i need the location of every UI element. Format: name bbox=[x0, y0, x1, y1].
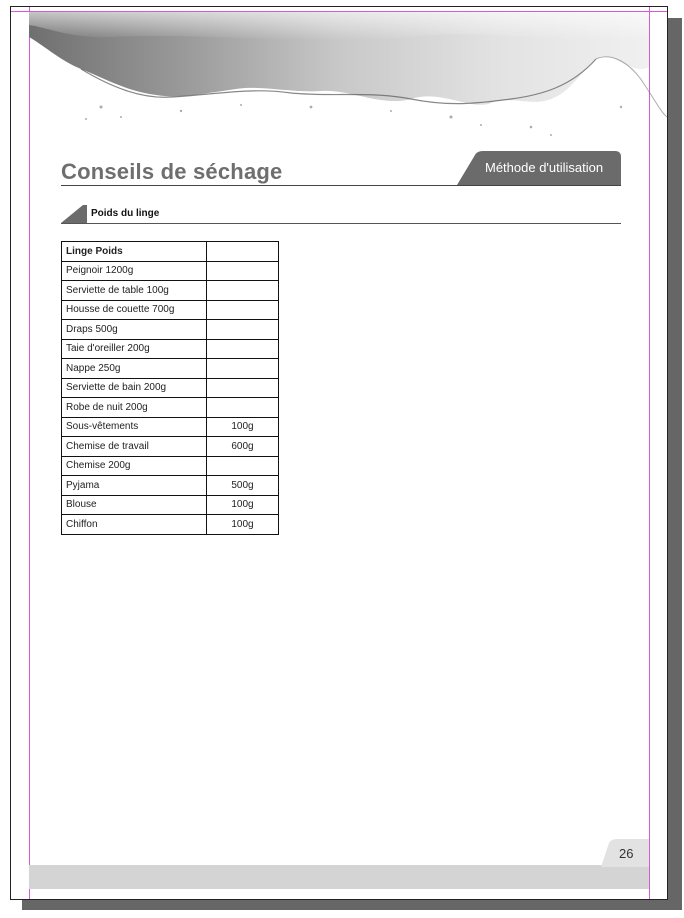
item-cell: Peignoir 1200g bbox=[62, 261, 207, 281]
table-row bbox=[62, 456, 279, 476]
weight-cell bbox=[207, 300, 279, 320]
item-cell: Serviette de bain 200g bbox=[62, 378, 207, 398]
weight-cell bbox=[207, 456, 279, 476]
weight-cell: 100g bbox=[207, 495, 279, 515]
weight-cell: 100g bbox=[207, 417, 279, 437]
section-title: Poids du linge bbox=[91, 208, 160, 219]
weight-cell bbox=[207, 320, 279, 340]
section-heading bbox=[61, 205, 621, 225]
weight-cell bbox=[207, 339, 279, 359]
item-cell: Chiffon bbox=[62, 515, 207, 535]
item-cell: Draps 500g bbox=[62, 320, 207, 340]
footer-bar bbox=[29, 865, 649, 889]
table-row bbox=[62, 339, 279, 359]
triangle-marker-icon bbox=[61, 205, 87, 223]
item-cell: Nappe 250g bbox=[62, 359, 207, 379]
table-row bbox=[62, 300, 279, 320]
page-title: Conseils de séchage bbox=[61, 159, 283, 184]
item-cell: Blouse bbox=[62, 495, 207, 515]
item-cell: Chemise de travail bbox=[62, 437, 207, 457]
table-row bbox=[62, 359, 279, 379]
table-row bbox=[62, 281, 279, 301]
table-header-row bbox=[62, 242, 279, 262]
table-row bbox=[62, 495, 279, 515]
section-rule bbox=[61, 223, 621, 224]
section-tab bbox=[457, 151, 621, 185]
weight-cell: 600g bbox=[207, 437, 279, 457]
table-row bbox=[62, 437, 279, 457]
item-cell: Taie d'oreiller 200g bbox=[62, 339, 207, 359]
item-cell: Chemise 200g bbox=[62, 456, 207, 476]
weight-cell bbox=[207, 378, 279, 398]
weight-cell: 500g bbox=[207, 476, 279, 496]
table-row bbox=[62, 378, 279, 398]
weight-cell bbox=[207, 281, 279, 301]
item-cell: Pyjama bbox=[62, 476, 207, 496]
weight-cell bbox=[207, 261, 279, 281]
page-number-tab bbox=[601, 839, 649, 867]
table-row bbox=[62, 417, 279, 437]
water-splash-banner bbox=[11, 7, 668, 157]
table-row bbox=[62, 476, 279, 496]
item-cell: Serviette de table 100g bbox=[62, 281, 207, 301]
weight-cell bbox=[207, 398, 279, 418]
page-number: 26 bbox=[619, 846, 634, 861]
table-row bbox=[62, 398, 279, 418]
weight-cell: 100g bbox=[207, 515, 279, 535]
document-page bbox=[10, 6, 668, 900]
item-cell: Sous-vêtements bbox=[62, 417, 207, 437]
laundry-weight-table bbox=[61, 241, 279, 535]
weight-cell bbox=[207, 359, 279, 379]
table-row bbox=[62, 320, 279, 340]
table-header-cell bbox=[207, 242, 279, 262]
item-cell: Housse de couette 700g bbox=[62, 300, 207, 320]
table-row bbox=[62, 515, 279, 535]
tab-label: Méthode d'utilisation bbox=[485, 160, 604, 175]
title-rule bbox=[61, 185, 621, 186]
table-header-cell: Linge Poids bbox=[62, 242, 207, 262]
table-row bbox=[62, 261, 279, 281]
item-cell: Robe de nuit 200g bbox=[62, 398, 207, 418]
